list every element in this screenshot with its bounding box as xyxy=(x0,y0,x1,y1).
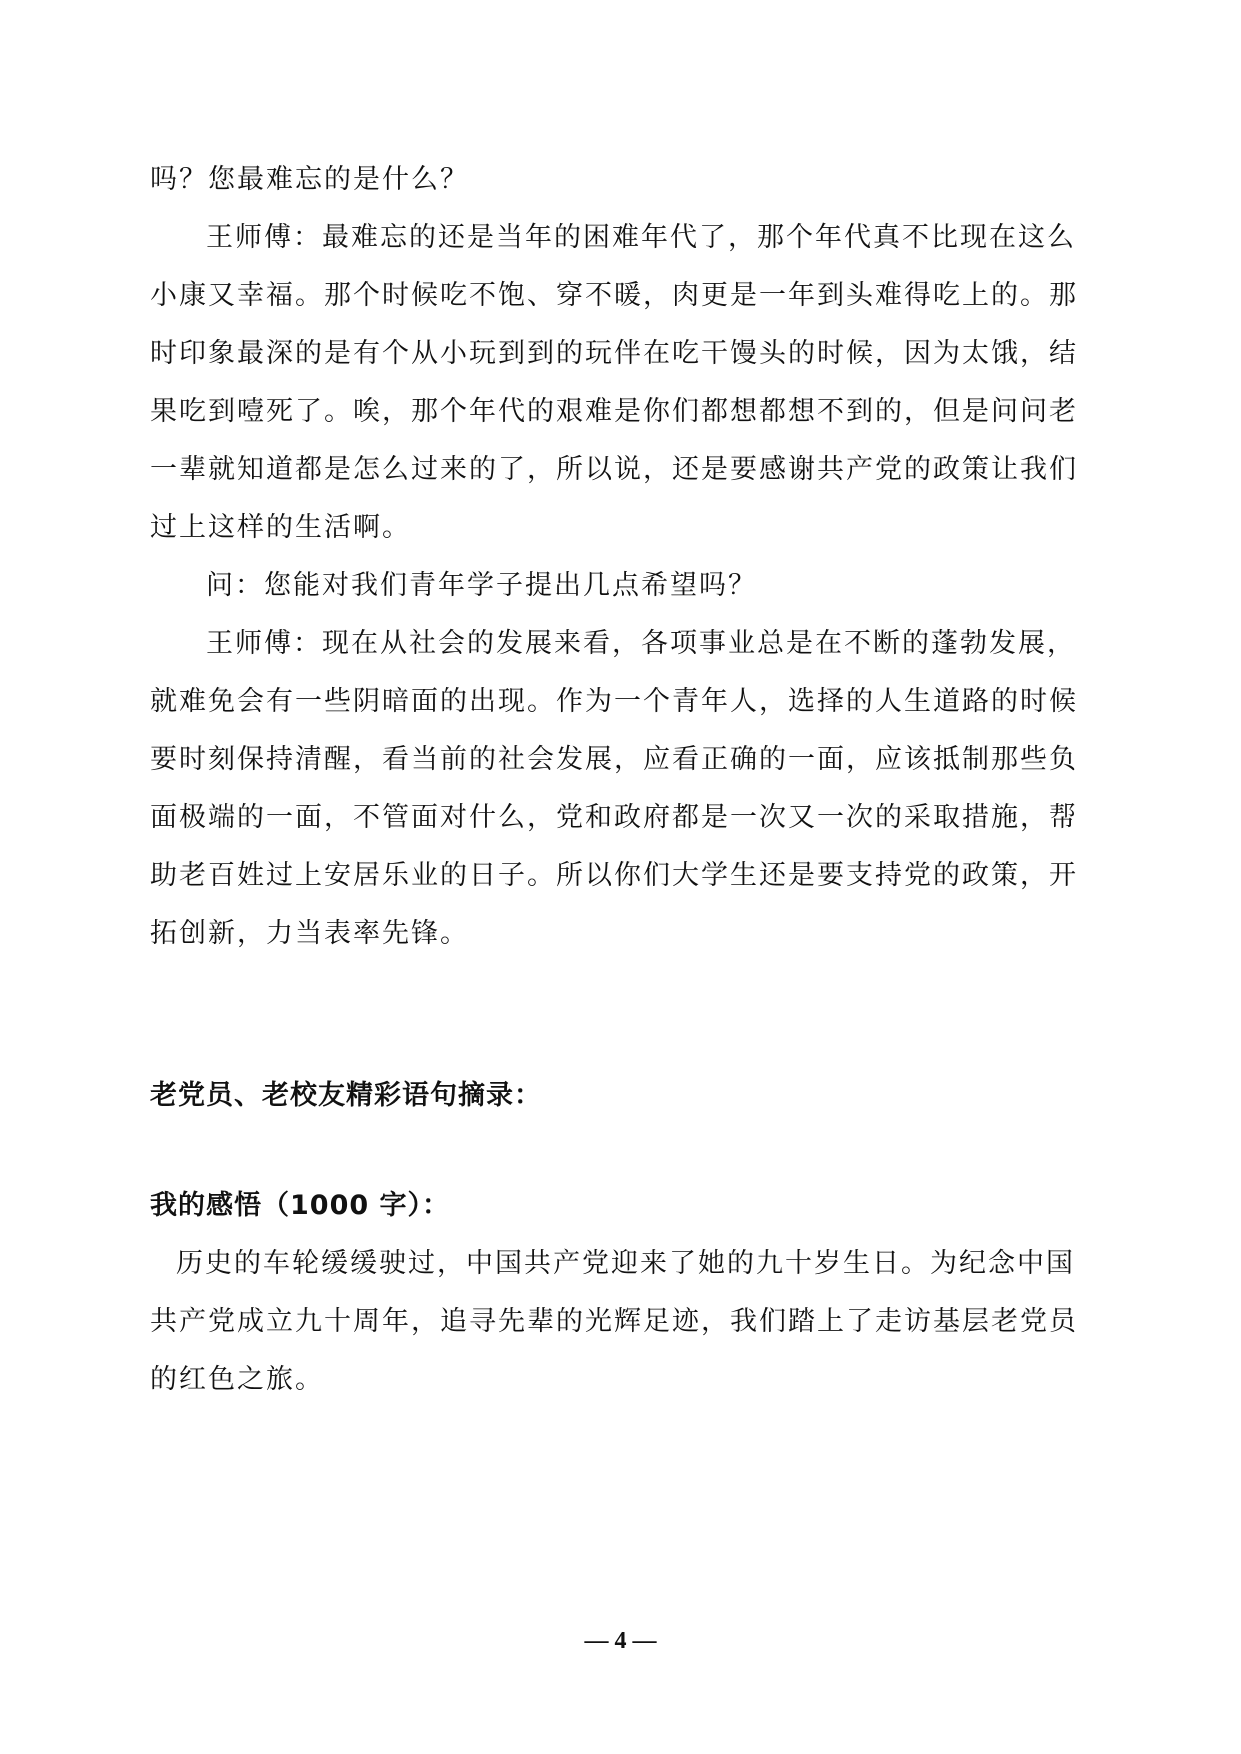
text-line: 过上这样的生活啊。 xyxy=(150,512,411,543)
text-line: 就难免会有一些阴暗面的出现。作为一个青年人，选择的人生道路的时候 xyxy=(150,686,1078,717)
text-line: 小康又幸福。那个时候吃不饱、穿不暖，肉更是一年到头难得吃上的。那 xyxy=(150,280,1078,311)
text-line: 王师傅：现在从社会的发展来看，各项事业总是在不断的蓬勃发展， xyxy=(206,628,1076,659)
text-line: 面极端的一面，不管面对什么，党和政府都是一次又一次的采取措施，帮 xyxy=(150,802,1078,833)
text-line: 时印象最深的是有个从小玩到到的玩伴在吃干馒头的时候，因为太饿，结 xyxy=(150,338,1078,369)
text-line: 要时刻保持清醒，看当前的社会发展，应看正确的一面，应该抵制那些负 xyxy=(150,744,1078,775)
text-line: 历史的车轮缓缓驶过，中国共产党迎来了她的九十岁生日。为纪念中国 xyxy=(176,1248,1075,1279)
text-line: 共产党成立九十周年，追寻先辈的光辉足迹，我们踏上了走访基层老党员 xyxy=(150,1306,1078,1337)
text-line: 的红色之旅。 xyxy=(150,1364,324,1395)
text-line: 吗？您最难忘的是什么？ xyxy=(150,164,469,195)
page-number: — 4 — xyxy=(584,1628,657,1654)
section-heading-reflection: 我的感悟（1000 字）： xyxy=(150,1190,451,1221)
text-line: 一辈就知道都是怎么过来的了，所以说，还是要感谢共产党的政策让我们 xyxy=(150,454,1078,485)
text-line: 拓创新，力当表率先锋。 xyxy=(150,918,469,949)
text-line: 助老百姓过上安居乐业的日子。所以你们大学生还是要支持党的政策，开 xyxy=(150,860,1078,891)
text-line: 王师傅：最难忘的还是当年的困难年代了，那个年代真不比现在这么 xyxy=(206,222,1076,253)
section-heading-quotes: 老党员、老校友精彩语句摘录： xyxy=(150,1080,542,1111)
text-line: 果吃到噎死了。唉，那个年代的艰难是你们都想都想不到的，但是问问老 xyxy=(150,396,1078,427)
text-line: 问：您能对我们青年学子提出几点希望吗？ xyxy=(206,570,757,601)
